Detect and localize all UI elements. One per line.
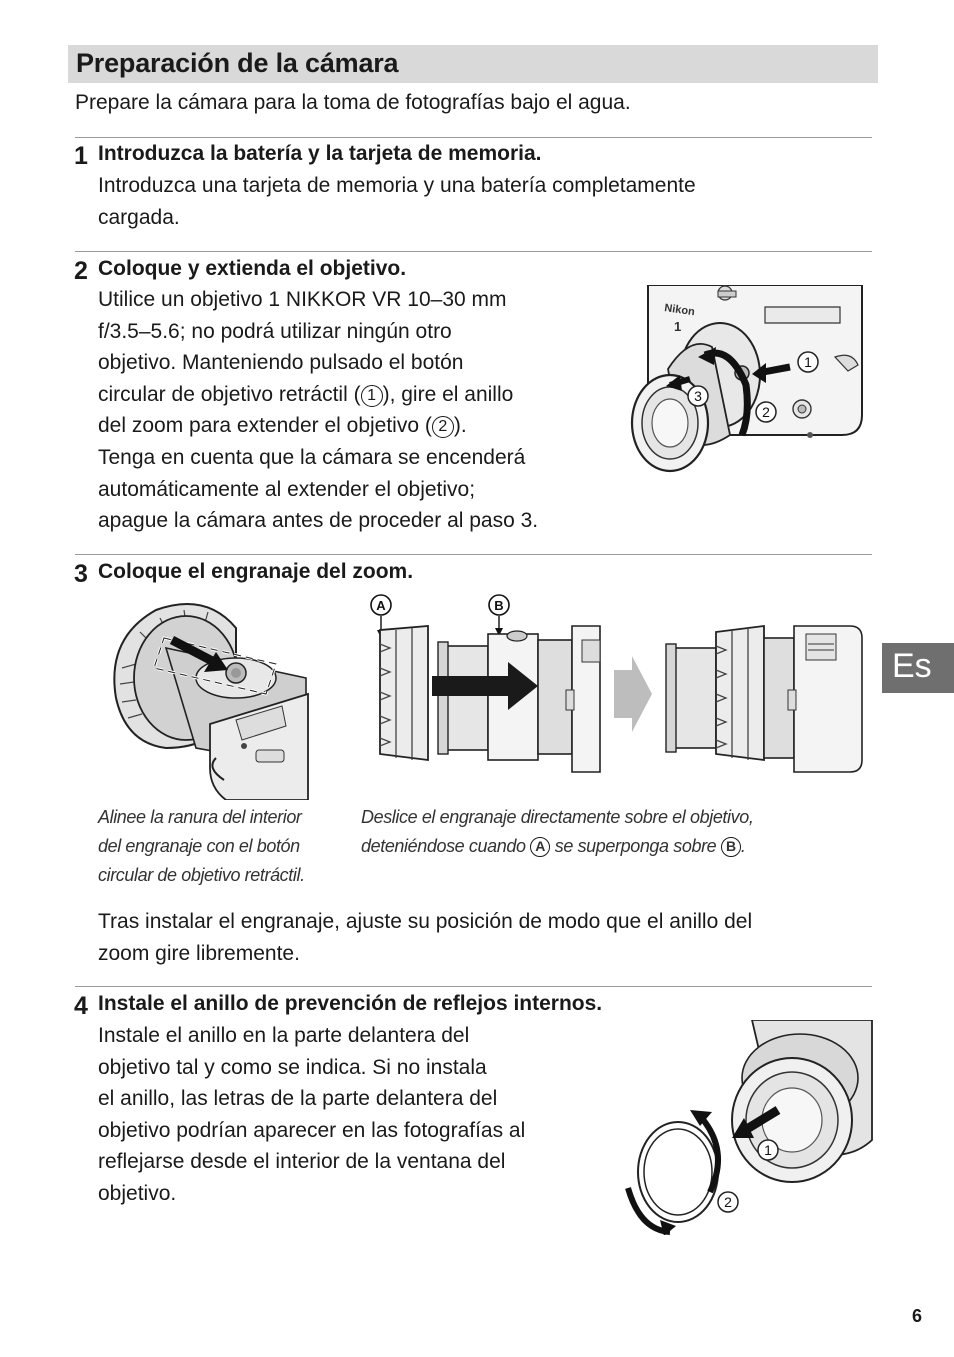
step-2-number: 2 [74, 257, 88, 285]
illus-marker-3: 3 [694, 388, 702, 404]
divider [75, 137, 872, 138]
caption-line: del engranaje con el botón [98, 836, 300, 856]
step-4-body [98, 1020, 525, 1210]
step-2-body [98, 284, 538, 537]
step-3-heading: Coloque el engranaje del zoom. [98, 560, 414, 583]
step-2-line: objetivo. Manteniendo pulsado el botón [98, 351, 464, 375]
divider [75, 554, 872, 555]
step-4-line: objetivo podrían aparecer en las fotografías al [98, 1118, 526, 1142]
illus-marker-1: 1 [764, 1142, 772, 1158]
illus-marker-2: 2 [724, 1194, 732, 1210]
illus-marker-1: 1 [804, 354, 812, 370]
step-1-heading: Introduzca la batería y la tarjeta de memoria. [98, 142, 542, 165]
step-2-line: apague la cámara antes de proceder al paso 3. [98, 509, 539, 533]
label-a-inline: A [530, 837, 550, 857]
caption-right [361, 803, 753, 861]
step-2-text: ), gire el anillo [382, 382, 514, 406]
language-tab [882, 643, 954, 693]
step-4-line: objetivo. [98, 1181, 177, 1205]
step-2-line: f/3.5–5.6; no podrá utilizar ningún otro [98, 319, 452, 343]
step-1-number: 1 [74, 142, 88, 170]
marker-1: 1 [361, 385, 383, 407]
step-4-number: 4 [74, 992, 88, 1020]
step-2-line: automáticamente al extender el objetivo; [98, 477, 476, 501]
step-4-line: Instale el anillo en la parte delantera del [98, 1024, 470, 1047]
camera-brand-label: Nikon [663, 302, 696, 319]
caption-line: circular de objetivo retráctil. [98, 865, 305, 885]
divider [75, 251, 872, 252]
gear-slide-illustration [360, 590, 865, 775]
step-2-line: Tenga en cuenta que la cámara se encenderá [98, 445, 526, 469]
ring-installation-illustration [620, 1020, 874, 1235]
step-3-line: zoom gire libremente. [98, 941, 300, 965]
caption-line: Alinee la ranura del interior [98, 807, 302, 827]
step-3-number: 3 [74, 560, 88, 588]
step-4-line: objetivo tal y como se indica. Si no instala [98, 1055, 487, 1079]
step-4-line: el anillo, las letras de la parte delantera del [98, 1087, 498, 1111]
step-4-line: reflejarse desde el interior de la ventana del [98, 1150, 506, 1174]
caption-line [361, 832, 753, 861]
page-number: 6 [912, 1306, 923, 1326]
step-1-body [98, 170, 696, 233]
step-3-after-text [98, 906, 752, 969]
step-2-text: ). [453, 414, 467, 438]
label-b: B [494, 598, 504, 613]
caption-text: se superponga sobre [550, 836, 721, 856]
step-2-heading: Coloque y extienda el objetivo. [98, 257, 407, 280]
camera-model-label: 1 [674, 319, 682, 334]
label-a: A [376, 598, 386, 613]
page-title: Preparación de la cámara [76, 48, 399, 78]
intro-text: Prepare la cámara para la toma de fotografías bajo el agua. [75, 91, 631, 114]
caption-text: deteniéndose cuando [361, 836, 531, 856]
title-bar [68, 45, 878, 83]
language-tab-label: Es [892, 647, 932, 685]
caption-line: Deslice el engranaje directamente sobre el objetivo, [361, 807, 754, 827]
step-1-line: Introduzca una tarjeta de memoria y una batería completamente [98, 174, 696, 197]
step-4-heading: Instale el anillo de prevención de reflejos internos. [98, 992, 603, 1015]
step-2-text: del zoom para extender el objetivo ( [98, 414, 432, 438]
marker-2: 2 [432, 416, 454, 438]
step-2-line [98, 410, 538, 442]
step-1-line: cargada. [98, 205, 180, 229]
gear-alignment-illustration [106, 598, 310, 800]
step-2-line [98, 379, 538, 411]
divider [75, 986, 872, 987]
step-2-text: circular de objetivo retráctil ( [98, 382, 361, 406]
camera-lens-illustration [630, 285, 870, 475]
label-b-inline: B [721, 837, 741, 857]
step-2-line: Utilice un objetivo 1 NIKKOR VR 10–30 mm [98, 288, 507, 311]
caption-text: . [740, 836, 746, 856]
step-3-line: Tras instalar el engranaje, ajuste su posición de modo que el anillo del [98, 910, 753, 933]
illus-marker-2: 2 [762, 404, 770, 420]
caption-left [98, 803, 305, 890]
